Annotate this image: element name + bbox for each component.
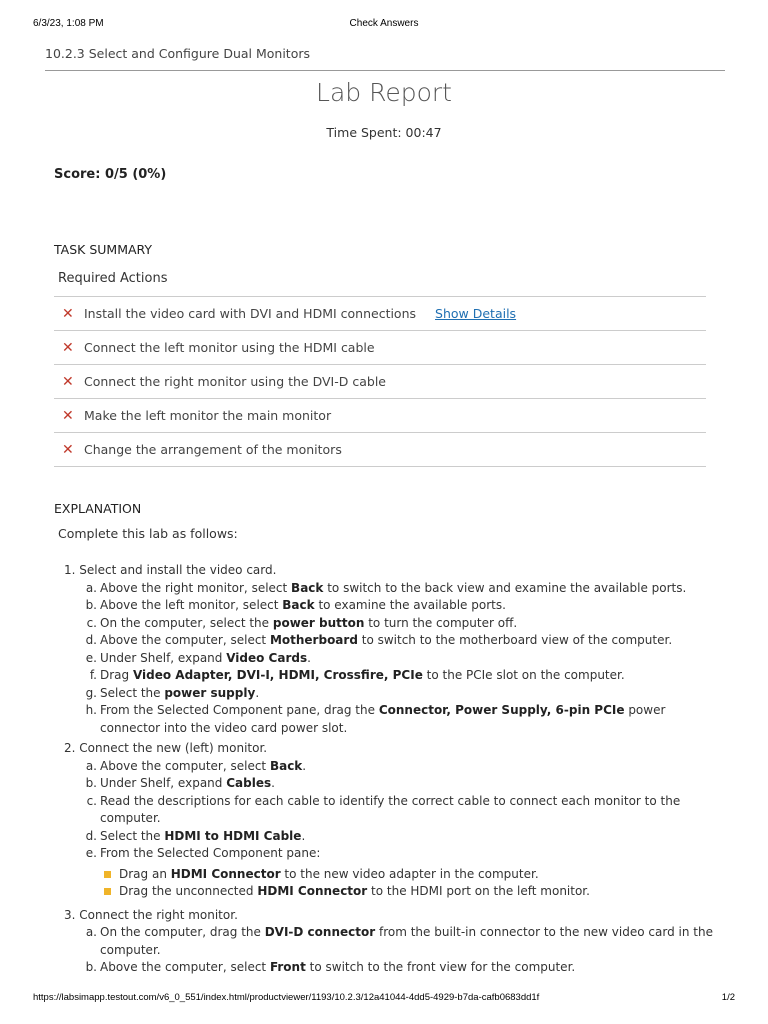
substep-letter: e. <box>85 650 97 665</box>
x-mark-icon: ✕ <box>62 339 74 356</box>
substep-text: On the computer, select the power button to turn the computer off. <box>100 615 518 630</box>
task-text: Connect the left monitor using the HDMI cable <box>84 340 375 355</box>
bold-term: Video Cards <box>226 650 308 665</box>
substep-text: Select the power supply. <box>100 685 260 700</box>
substep-letter: b. <box>85 776 97 790</box>
bullet-text: Drag the unconnected HDMI Connector to the HDMI port on the left monitor. <box>119 884 590 898</box>
show-details-link[interactable]: Show Details <box>435 306 517 321</box>
substep-item <box>64 793 714 828</box>
bold-term: DVI-D connector <box>264 925 376 939</box>
bullet-text: Drag an HDMI Connector to the new video adapter in the computer. <box>119 866 539 881</box>
substep-letter: f. <box>89 668 97 682</box>
score: Score: 0/5 (0%) <box>54 167 167 182</box>
substep-item <box>64 632 714 650</box>
substep-item <box>64 775 714 793</box>
print-page-title: Check Answers <box>349 18 419 29</box>
substep-letter: c. <box>86 793 97 808</box>
substep-text: Under Shelf, expand Video Cards. <box>100 650 311 665</box>
task-item <box>54 330 706 364</box>
substep-letter: d. <box>85 633 97 647</box>
substep-text: Above the computer, select Back. <box>100 758 307 773</box>
substep-text: Above the computer, select Front to switch to the front view for the computer. <box>100 960 576 974</box>
square-bullet-icon <box>104 871 111 878</box>
substep-item <box>64 845 714 863</box>
task-text: Install the video card with DVI and HDMI connections <box>84 306 417 321</box>
step-heading: 2. Connect the new (left) monitor. <box>64 741 268 755</box>
task-item <box>54 364 706 398</box>
bullet-list <box>64 866 714 901</box>
step-item <box>64 740 714 901</box>
substep-item <box>64 959 714 977</box>
substep-item <box>64 667 714 685</box>
task-list <box>54 296 706 467</box>
substep-item <box>64 758 714 776</box>
substep-text: Above the right monitor, select Back to switch to the back view and examine the available ports. <box>100 580 687 595</box>
substep-letter: d. <box>85 828 97 843</box>
substep-letter: b. <box>85 598 97 612</box>
bold-term: power supply <box>164 685 256 700</box>
substep-text: Read the descriptions for each cable to identify the correct cable to connect each monitor to the computer. <box>100 793 681 825</box>
explanation-steps <box>64 562 714 980</box>
substep-letter: a. <box>85 758 97 773</box>
print-url: https://labsimapp.testout.com/v6_0_551/index.html/productviewer/1193/10.2.3/12a41044-4dd5-4929-b7da-cafb0683dd1f <box>33 992 540 1003</box>
substep-list <box>64 580 714 738</box>
bold-term: Motherboard <box>269 633 358 647</box>
substep-letter: g. <box>85 685 97 700</box>
substep-item <box>64 580 714 598</box>
step-item <box>64 907 714 977</box>
explanation-heading: EXPLANATION <box>54 501 142 516</box>
substep-letter: h. <box>85 703 97 717</box>
substep-letter: e. <box>85 846 97 860</box>
substep-text: From the Selected Component pane: <box>100 846 321 860</box>
bold-term: HDMI Connector <box>170 866 281 881</box>
substep-item <box>64 685 714 703</box>
page-title: Lab Report <box>316 78 452 107</box>
task-text: Make the left monitor the main monitor <box>84 408 332 423</box>
bold-term: HDMI Connector <box>257 884 368 898</box>
substep-text: Drag Video Adapter, DVI-I, HDMI, Crossfire, PCIe to the PCIe slot on the computer. <box>100 668 625 682</box>
print-header <box>33 18 735 32</box>
substep-text: Under Shelf, expand Cables. <box>100 776 275 790</box>
page-number: 1/2 <box>721 992 735 1003</box>
task-text: Change the arrangement of the monitors <box>84 442 342 457</box>
task-item <box>54 296 706 330</box>
task-text: Connect the right monitor using the DVI-D cable <box>84 374 386 389</box>
bold-term: Back <box>269 758 303 773</box>
bold-term: Cables <box>226 776 272 790</box>
step-heading: 3. Connect the right monitor. <box>64 907 238 922</box>
header-divider <box>45 70 725 71</box>
bullet-item <box>64 883 714 901</box>
substep-item <box>64 615 714 633</box>
substep-item <box>64 702 714 737</box>
bold-term: Video Adapter, DVI-I, HDMI, Crossfire, PCIe <box>132 668 423 682</box>
task-item <box>54 398 706 432</box>
x-mark-icon: ✕ <box>62 373 74 390</box>
substep-list <box>64 924 714 977</box>
substep-letter: a. <box>85 925 97 939</box>
task-item <box>54 432 706 467</box>
substep-letter: a. <box>85 580 97 595</box>
substep-letter: c. <box>86 615 97 630</box>
bold-term: Back <box>291 580 324 595</box>
bold-term: Back <box>282 598 315 612</box>
print-datetime: 6/3/23, 1:08 PM <box>33 18 104 29</box>
print-footer <box>33 992 735 1006</box>
substep-letter: b. <box>85 960 97 974</box>
bold-term: HDMI to HDMI Cable <box>164 828 302 843</box>
substep-item <box>64 924 714 959</box>
substep-item <box>64 828 714 846</box>
bold-term: Front <box>269 960 306 974</box>
task-summary-heading: TASK SUMMARY <box>54 242 153 257</box>
substep-text: From the Selected Component pane, drag the Connector, Power Supply, 6-pin PCIe power connector into the video card power slot. <box>100 703 666 735</box>
substep-list <box>64 758 714 901</box>
bullet-item <box>64 866 714 884</box>
substep-item <box>64 650 714 668</box>
time-spent: Time Spent: 00:47 <box>326 125 442 140</box>
breadcrumb: 10.2.3 Select and Configure Dual Monitors <box>45 46 310 61</box>
required-actions-heading: Required Actions <box>58 271 168 286</box>
x-mark-icon: ✕ <box>62 441 74 458</box>
step-heading: 1. Select and install the video card. <box>64 563 277 577</box>
x-mark-icon: ✕ <box>62 305 74 322</box>
substep-text: Above the computer, select Motherboard to switch to the motherboard view of the computer. <box>100 633 673 647</box>
explanation-intro: Complete this lab as follows: <box>58 526 238 541</box>
bold-term: power button <box>272 615 365 630</box>
substep-item <box>64 597 714 615</box>
square-bullet-icon <box>104 888 111 895</box>
x-mark-icon: ✕ <box>62 407 74 424</box>
bold-term: Connector, Power Supply, 6-pin PCIe <box>378 703 625 717</box>
substep-text: On the computer, drag the DVI-D connector from the built-in connector to the new video card in the computer. <box>100 925 713 957</box>
substep-text: Select the HDMI to HDMI Cable. <box>100 828 306 843</box>
substep-text: Above the left monitor, select Back to examine the available ports. <box>100 598 506 612</box>
step-item <box>64 562 714 737</box>
